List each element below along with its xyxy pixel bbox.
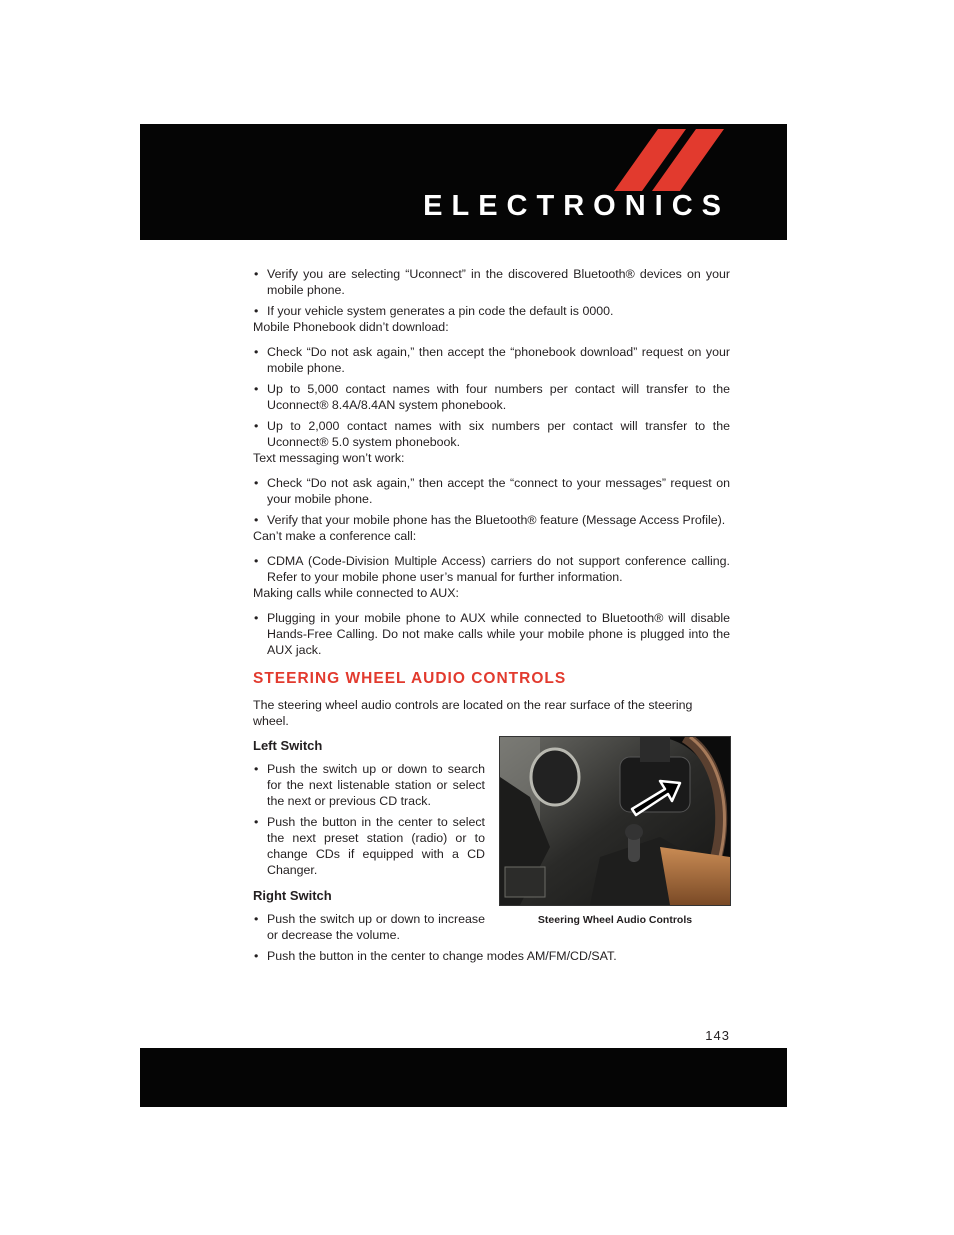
page-number: 143 — [705, 1028, 730, 1043]
page-footer — [140, 1048, 787, 1107]
phonebook-bullets — [253, 344, 730, 450]
list-item: • Push the button in the center to select the next preset station (radio) or to change CDs if equipped with a CD Changer. — [253, 814, 485, 878]
list-item: • Up to 5,000 contact names with four numbers per contact will transfer to the Uconnect® 8.4A/8.4AN system phonebook. — [253, 381, 730, 413]
list-item: • Plugging in your mobile phone to AUX while connected to Bluetooth® will disable Hands-Free Calling. Do not make calls while your mobile phone is plugged into the AUX jack. — [253, 610, 730, 658]
switch-section — [253, 738, 730, 943]
list-item: • Check “Do not ask again,” then accept the “connect to your messages” request on your mobile phone. — [253, 475, 730, 507]
text-messaging-bullets — [253, 475, 730, 528]
text-messaging-label: Text messaging won’t work: — [253, 451, 405, 465]
aux-label: Making calls while connected to AUX: — [253, 586, 459, 600]
mode-bullets — [253, 948, 730, 964]
phonebook-label: Mobile Phonebook didn’t download: — [253, 320, 449, 334]
right-switch-bullets — [253, 911, 485, 943]
list-item: • Push the switch up or down to search for the next listenable station or select the next or previous CD track. — [253, 761, 485, 809]
section-heading: STEERING WHEEL AUDIO CONTROLS — [253, 670, 567, 687]
list-item: • CDMA (Code-Division Multiple Access) carriers do not support conference calling. Refer to your mobile phone user’s manual for further information. — [253, 553, 730, 585]
list-item: • If your vehicle system generates a pin code the default is 0000. — [253, 303, 730, 319]
left-switch-bullets — [253, 761, 485, 878]
steering-wheel-photo — [499, 736, 731, 906]
page-content — [253, 266, 730, 964]
steering-figure — [499, 736, 731, 928]
list-item: • Check “Do not ask again,” then accept the “phonebook download” request on your mobile phone. — [253, 344, 730, 376]
steering-intro: The steering wheel audio controls are located on the rear surface of the steering wheel. — [253, 698, 693, 728]
stripes-logo-icon — [614, 129, 724, 191]
list-item: • Verify that your mobile phone has the Bluetooth® feature (Message Access Profile). — [253, 512, 730, 528]
aux-bullets — [253, 610, 730, 658]
list-item: • Verify you are selecting “Uconnect” in the discovered Bluetooth® devices on your mobile phone. — [253, 266, 730, 298]
switch-text-column — [253, 738, 485, 943]
list-item: • Push the switch up or down to increase or decrease the volume. — [253, 911, 485, 943]
left-switch-title: Left Switch — [253, 738, 323, 753]
conference-call-label: Can’t make a conference call: — [253, 529, 417, 543]
list-item: • Push the button in the center to change modes AM/FM/CD/SAT. — [253, 948, 730, 964]
figure-caption: Steering Wheel Audio Controls — [537, 914, 693, 926]
chapter-title: ELECTRONICS — [423, 190, 730, 222]
pairing-bullets — [253, 266, 730, 319]
right-switch-title: Right Switch — [253, 888, 332, 903]
conference-call-bullets — [253, 553, 730, 585]
page-header — [140, 124, 787, 240]
list-item: • Up to 2,000 contact names with six numbers per contact will transfer to the Uconnect® 5.0 system phonebook. — [253, 418, 730, 450]
